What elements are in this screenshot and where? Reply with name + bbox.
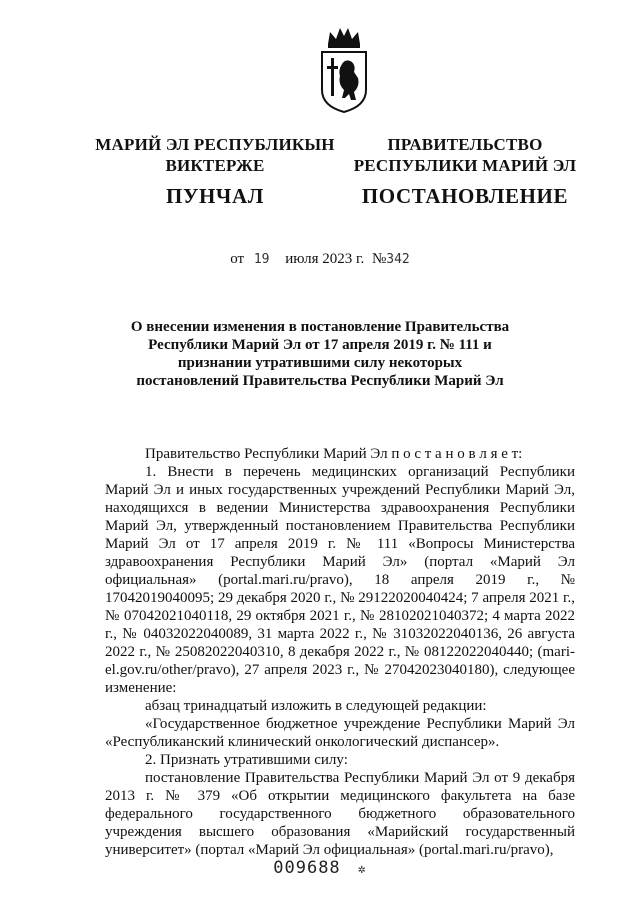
paragraph-item-1: 1. Внести в перечень медицинских организаций Республики Марий Эл и иных государственных учреждений Республики Марий Эл, находящихся в ведении Министерства здравоохранения Республики Марий Эл, утвержденный постановлением Правительства Республики Марий Эл от 17 апреля 2019 г. № 111 «Вопросы Министерства здравоохранения Республики Марий Эл» (портал «Марий Эл официальная» (portal.mari.ru/pravo), 18 апреля 2019 г., № 17042019040095; 29 декабря 2020 г., № 29122020040424; 7 апреля 2021 г., № 07042021040118, 29 октября 2021 г., № 28102021040372; 4 марта 2022 г., № 04032022040089, 31 марта 2022 г., № 31032022040136, 26 августа 2022 г., № 25082022040310, 8 декабря 2022 г., № 08122022040440; (mari-el.gov.ru/other/pravo), 27 апреля 2023 г., № 27042023040180), следующее изменение: xyxy=(105,464,575,696)
header-russian xyxy=(350,134,580,207)
header-russian-line2: РЕСПУБЛИКИ МАРИЙ ЭЛ xyxy=(353,156,577,175)
header-russian-line1: ПРАВИТЕЛЬСТВО xyxy=(387,135,543,154)
paragraph-preamble: Правительство Республики Марий Эл п о с т а н о в л я е т: xyxy=(145,446,523,462)
header-mari-line2: ВИКТЕРЖЕ xyxy=(165,156,265,175)
document-dateline xyxy=(0,251,640,268)
document-number: 342 xyxy=(386,252,410,267)
document-title: О внесении изменения в постановление Правительства Республики Марий Эл от 17 апреля 2019 г. № 111 и признании утратившими силу некоторых постановлений Правительства Республики Марий Эл xyxy=(130,319,510,389)
date-prefix: от xyxy=(230,251,245,267)
coat-of-arms-icon xyxy=(318,22,370,114)
date-month-year: июля 2023 г. xyxy=(285,251,365,267)
paragraph-repealed-1: постановление Правительства Республики Марий Эл от 9 декабря 2013 г. № 379 «Об открытии медицинского факультета на базе федерального государственного бюджетного образовательного учреждения высшего образования «Марийский государственный университет» (портал «Марий Эл официальная» (portal.mari.ru/pravo), xyxy=(105,770,575,858)
number-prefix: № xyxy=(371,251,387,267)
paragraph-amendment-text: «Государственное бюджетное учреждение Республики Марий Эл «Республиканский клинический онкологический диспансер». xyxy=(105,716,575,750)
serial-number: 009688 xyxy=(273,858,341,878)
date-day: 19 xyxy=(253,252,270,267)
star-stamp-icon: ✲ xyxy=(357,862,367,877)
serial-footer xyxy=(0,858,640,878)
paragraph-item-2: 2. Признать утратившими силу: xyxy=(145,752,348,768)
document-body xyxy=(105,445,575,859)
paragraph-amendment-intro: абзац тринадцатый изложить в следующей редакции: xyxy=(145,698,487,714)
header-mari xyxy=(95,134,335,207)
doc-type-mari: ПУНЧАЛ xyxy=(166,184,264,208)
doc-type-russian: ПОСТАНОВЛЕНИЕ xyxy=(361,184,569,208)
header-mari-line1: МАРИЙ ЭЛ РЕСПУБЛИКЫН xyxy=(95,135,335,154)
